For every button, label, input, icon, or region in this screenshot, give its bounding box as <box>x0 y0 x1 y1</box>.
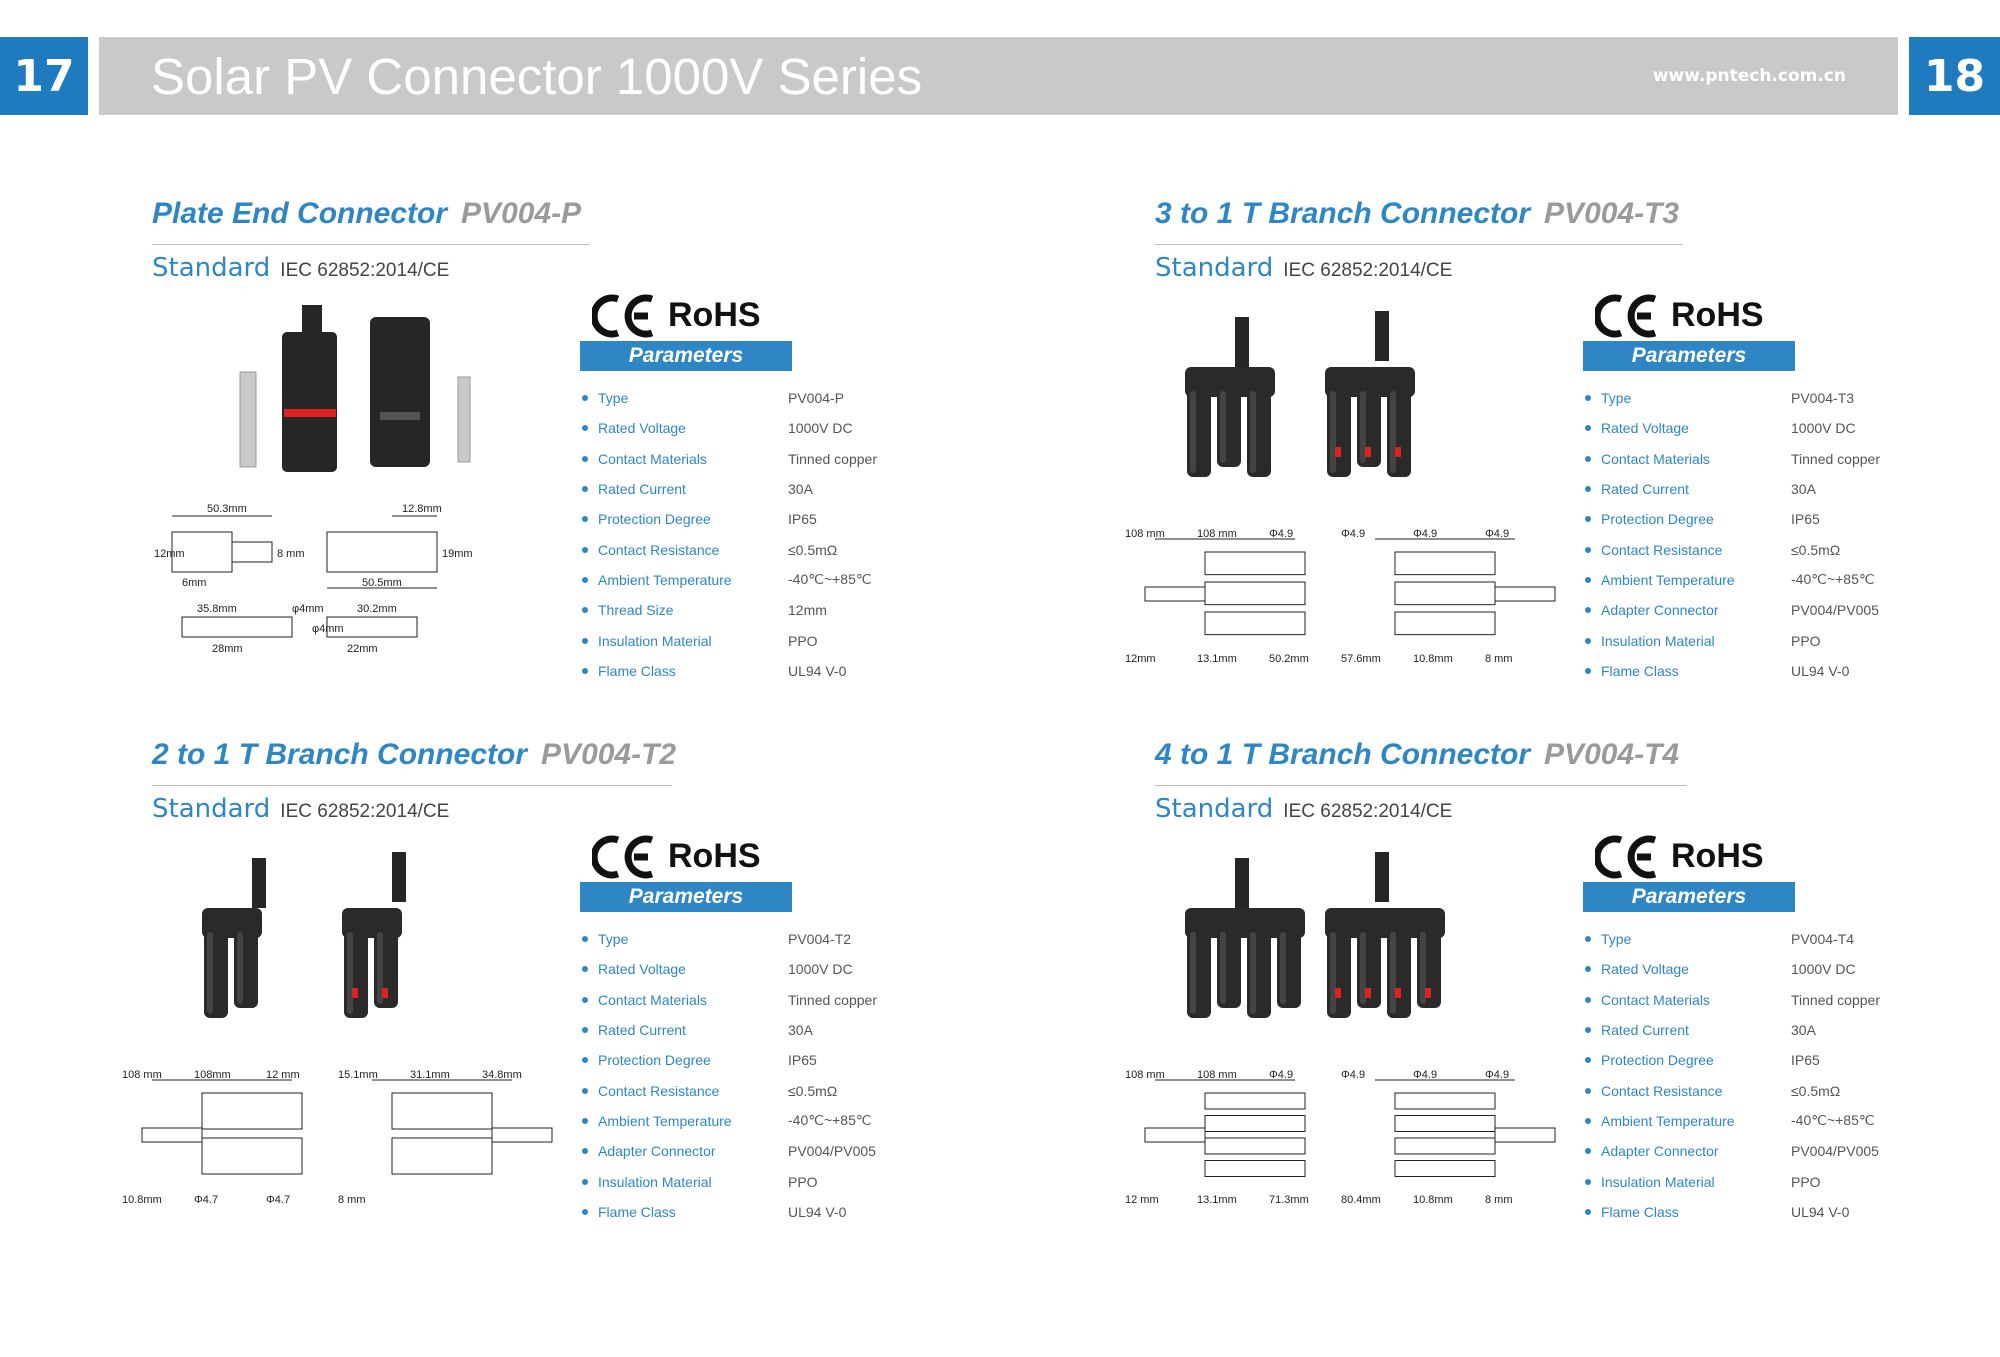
parameter-row <box>1583 1015 1880 1045</box>
parameter-value: Tinned copper <box>1791 450 1880 467</box>
parameter-row <box>1583 985 1880 1015</box>
product-name: 3 to 1 T Branch Connector <box>1155 197 1531 230</box>
parameter-label: Rated Current <box>598 481 686 498</box>
product-title <box>152 738 676 772</box>
parameter-value: IP65 <box>1791 511 1820 528</box>
bullet-icon <box>582 966 588 972</box>
parameter-label: Adapter Connector <box>598 1143 716 1160</box>
product-4to1-t-branch <box>1125 738 1955 1258</box>
parameter-value: ≤0.5mΩ <box>788 1082 838 1099</box>
certifications <box>1595 293 1795 343</box>
svg-text:15.1mm: 15.1mm <box>338 1069 378 1081</box>
ce-mark-icon <box>1595 293 1659 344</box>
parameter-value: 30A <box>788 481 813 498</box>
parameter-label: Adapter Connector <box>1601 602 1719 619</box>
svg-text:10.8mm: 10.8mm <box>122 1194 162 1206</box>
parameter-label: Insulation Material <box>1601 1173 1715 1190</box>
standard-label: Standard <box>1155 794 1274 824</box>
svg-text:108 mm: 108 mm <box>1125 528 1165 540</box>
parameter-row <box>580 1015 877 1045</box>
standard-label: Standard <box>152 794 271 824</box>
parameter-label: Rated Voltage <box>1601 961 1689 978</box>
dimension-drawing <box>1115 527 1575 672</box>
parameter-row <box>580 1075 877 1105</box>
svg-text:108 mm: 108 mm <box>122 1069 162 1081</box>
bullet-icon <box>582 936 588 942</box>
parameter-label: Rated Current <box>598 1022 686 1039</box>
svg-text:6mm: 6mm <box>182 577 207 589</box>
parameter-value: PPO <box>1791 632 1821 649</box>
parameter-value: PV004/PV005 <box>1791 1143 1879 1160</box>
product-name: 2 to 1 T Branch Connector <box>152 738 528 771</box>
svg-text:Φ4.9: Φ4.9 <box>1485 528 1510 540</box>
parameter-row <box>1583 1045 1880 1075</box>
svg-text:Φ4.9: Φ4.9 <box>1341 528 1366 540</box>
svg-text:31.1mm: 31.1mm <box>410 1069 450 1081</box>
parameters-list <box>1583 383 1880 686</box>
rohs-mark: RoHS <box>668 837 761 875</box>
parameter-value: 1000V DC <box>788 961 853 978</box>
parameter-label: Type <box>1601 390 1632 407</box>
product-photo <box>1175 838 1475 1043</box>
bullet-icon <box>582 1027 588 1033</box>
bullet-icon <box>1585 425 1591 431</box>
svg-text:8 mm: 8 mm <box>1485 653 1513 665</box>
parameter-row <box>1583 565 1880 595</box>
standard-value: IEC 62852:2014/CE <box>1283 801 1453 822</box>
parameter-row <box>1583 383 1880 413</box>
dimension-drawing <box>152 502 492 667</box>
standard-value: IEC 62852:2014/CE <box>1283 260 1453 281</box>
parameter-row <box>580 565 877 595</box>
bullet-icon <box>1585 1027 1591 1033</box>
parameter-label: Thread Size <box>598 602 674 619</box>
bullet-icon <box>582 1148 588 1154</box>
parameter-label: Adapter Connector <box>1601 1143 1719 1160</box>
parameter-value: PV004-T4 <box>1791 931 1855 948</box>
standard-label: Standard <box>1155 253 1274 283</box>
svg-text:8 mm: 8 mm <box>338 1194 366 1206</box>
rohs-mark: RoHS <box>1671 296 1764 334</box>
parameter-value: -40℃~+85℃ <box>788 1112 872 1129</box>
bullet-icon <box>1585 607 1591 613</box>
svg-text:10.8mm: 10.8mm <box>1413 1194 1453 1206</box>
svg-text:12 mm: 12 mm <box>266 1069 300 1081</box>
parameter-value: PV004/PV005 <box>788 1143 876 1160</box>
certifications <box>1595 834 1795 884</box>
product-title <box>152 197 581 231</box>
bullet-icon <box>1585 456 1591 462</box>
bullet-icon <box>582 638 588 644</box>
parameter-value: 1000V DC <box>1791 420 1856 437</box>
parameter-row <box>1583 1197 1880 1227</box>
bullet-icon <box>1585 1179 1591 1185</box>
parameter-label: Protection Degree <box>1601 511 1714 528</box>
parameter-row <box>580 1045 877 1075</box>
standard-value: IEC 62852:2014/CE <box>280 801 450 822</box>
product-name: Plate End Connector <box>152 197 448 230</box>
parameter-row <box>580 924 877 954</box>
parameter-value: 30A <box>1791 481 1816 498</box>
bullet-icon <box>1585 1057 1591 1063</box>
bullet-icon <box>1585 577 1591 583</box>
bullet-icon <box>1585 395 1591 401</box>
page-number-right: 18 <box>1909 37 2000 115</box>
parameter-row <box>580 595 877 625</box>
parameter-value: ≤0.5mΩ <box>1791 1082 1841 1099</box>
bullet-icon <box>1585 1088 1591 1094</box>
bullet-icon <box>582 456 588 462</box>
parameter-value: ≤0.5mΩ <box>788 541 838 558</box>
svg-text:12mm: 12mm <box>154 548 185 560</box>
svg-text:108 mm: 108 mm <box>1125 1069 1165 1081</box>
product-code: PV004-P <box>461 197 582 230</box>
parameter-label: Type <box>598 390 629 407</box>
parameter-value: PV004-T2 <box>788 931 852 948</box>
parameter-value: -40℃~+85℃ <box>788 571 872 588</box>
parameter-label: Contact Resistance <box>1601 541 1723 558</box>
parameter-value: 1000V DC <box>1791 961 1856 978</box>
parameter-label: Insulation Material <box>598 1173 712 1190</box>
parameter-row <box>1583 656 1880 686</box>
svg-text:22mm: 22mm <box>347 643 378 655</box>
bullet-icon <box>1585 997 1591 1003</box>
parameter-row <box>580 444 877 474</box>
bullet-icon <box>582 395 588 401</box>
parameters-header: Parameters <box>580 882 792 912</box>
product-photo <box>192 838 492 1043</box>
bullet-icon <box>1585 547 1591 553</box>
svg-text:34.8mm: 34.8mm <box>482 1069 522 1081</box>
standard-line <box>1155 794 1452 824</box>
bullet-icon <box>582 607 588 613</box>
parameter-label: Protection Degree <box>598 1052 711 1069</box>
bullet-icon <box>1585 486 1591 492</box>
parameter-label: Rated Voltage <box>598 961 686 978</box>
parameter-value: UL94 V-0 <box>788 662 847 679</box>
bullet-icon <box>1585 1118 1591 1124</box>
parameter-value: 30A <box>1791 1022 1816 1039</box>
parameter-value: Tinned copper <box>788 991 877 1008</box>
parameter-row <box>1583 625 1880 655</box>
svg-text:19mm: 19mm <box>442 548 473 560</box>
header-bar <box>99 37 1898 115</box>
parameter-row <box>1583 954 1880 984</box>
parameter-label: Flame Class <box>1601 662 1679 679</box>
parameters-list <box>1583 924 1880 1227</box>
bullet-icon <box>582 1118 588 1124</box>
parameter-row <box>580 1106 877 1136</box>
product-code: PV004-T2 <box>541 738 677 771</box>
parameter-value: UL94 V-0 <box>1791 1203 1850 1220</box>
bullet-icon <box>1585 1148 1591 1154</box>
parameter-row <box>580 954 877 984</box>
parameter-label: Contact Materials <box>598 991 707 1008</box>
parameter-label: Rated Voltage <box>598 420 686 437</box>
standard-line <box>152 253 449 283</box>
parameter-row <box>580 383 877 413</box>
parameter-label: Insulation Material <box>598 632 712 649</box>
svg-text:35.8mm: 35.8mm <box>197 603 237 615</box>
bullet-icon <box>582 547 588 553</box>
parameter-label: Contact Materials <box>598 450 707 467</box>
parameter-value: 1000V DC <box>788 420 853 437</box>
product-photo <box>192 297 492 492</box>
svg-text:12 mm: 12 mm <box>1125 1194 1159 1206</box>
bullet-icon <box>582 668 588 674</box>
parameter-row <box>1583 595 1880 625</box>
parameter-row <box>580 656 877 686</box>
parameter-row <box>1583 1075 1880 1105</box>
svg-text:Φ4.7: Φ4.7 <box>266 1194 291 1206</box>
svg-text:Φ4.9: Φ4.9 <box>1413 1069 1438 1081</box>
bullet-icon <box>1585 1209 1591 1215</box>
parameter-row <box>1583 1166 1880 1196</box>
svg-text:108mm: 108mm <box>194 1069 231 1081</box>
dimension-drawing <box>112 1068 572 1213</box>
svg-text:10.8mm: 10.8mm <box>1413 653 1453 665</box>
parameter-value: PPO <box>788 1173 818 1190</box>
parameters-header: Parameters <box>580 341 792 371</box>
parameter-label: Contact Resistance <box>598 541 720 558</box>
svg-text:50.2mm: 50.2mm <box>1269 653 1309 665</box>
bullet-icon <box>1585 638 1591 644</box>
product-3to1-t-branch <box>1125 197 1955 717</box>
parameter-value: IP65 <box>788 1052 817 1069</box>
parameter-row <box>1583 924 1880 954</box>
parameter-value: PV004-P <box>788 390 845 407</box>
title-divider <box>1155 244 1683 245</box>
standard-label: Standard <box>152 253 271 283</box>
bullet-icon <box>1585 966 1591 972</box>
svg-text:30.2mm: 30.2mm <box>357 603 397 615</box>
product-photo <box>1175 297 1475 502</box>
product-2to1-t-branch <box>122 738 952 1258</box>
bullet-icon <box>1585 668 1591 674</box>
bullet-icon <box>1585 936 1591 942</box>
parameter-value: 12mm <box>788 602 827 619</box>
bullet-icon <box>582 997 588 1003</box>
parameter-value: UL94 V-0 <box>1791 662 1850 679</box>
certifications <box>592 293 792 343</box>
parameter-value: ≤0.5mΩ <box>1791 541 1841 558</box>
parameter-label: Contact Resistance <box>1601 1082 1723 1099</box>
parameter-row <box>1583 474 1880 504</box>
svg-text:φ4mm: φ4mm <box>312 623 344 635</box>
svg-text:12mm: 12mm <box>1125 653 1156 665</box>
parameter-row <box>580 625 877 655</box>
parameter-label: Protection Degree <box>598 511 711 528</box>
parameter-label: Contact Materials <box>1601 991 1710 1008</box>
svg-text:50.5mm: 50.5mm <box>362 577 402 589</box>
parameter-label: Rated Current <box>1601 1022 1689 1039</box>
title-divider <box>152 244 590 245</box>
parameter-row <box>1583 413 1880 443</box>
bullet-icon <box>582 1057 588 1063</box>
parameter-row <box>580 504 877 534</box>
parameter-label: Flame Class <box>598 1203 676 1220</box>
svg-text:8 mm: 8 mm <box>1485 1194 1513 1206</box>
parameter-value: 30A <box>788 1022 813 1039</box>
parameter-label: Contact Resistance <box>598 1082 720 1099</box>
svg-text:φ4mm: φ4mm <box>292 603 324 615</box>
parameter-value: Tinned copper <box>1791 991 1880 1008</box>
svg-text:13.1mm: 13.1mm <box>1197 653 1237 665</box>
svg-text:Φ4.9: Φ4.9 <box>1485 1069 1510 1081</box>
parameter-label: Protection Degree <box>1601 1052 1714 1069</box>
parameter-row <box>580 413 877 443</box>
parameters-list <box>580 924 877 1227</box>
dimension-drawing <box>1115 1068 1575 1213</box>
svg-text:13.1mm: 13.1mm <box>1197 1194 1237 1206</box>
parameter-value: PV004-T3 <box>1791 390 1855 407</box>
rohs-mark: RoHS <box>668 296 761 334</box>
parameter-label: Ambient Temperature <box>1601 1112 1735 1129</box>
svg-text:57.6mm: 57.6mm <box>1341 653 1381 665</box>
svg-text:Φ4.9: Φ4.9 <box>1269 1069 1294 1081</box>
parameters-list <box>580 383 877 686</box>
parameter-row <box>580 1166 877 1196</box>
parameter-row <box>580 474 877 504</box>
product-name: 4 to 1 T Branch Connector <box>1155 738 1531 771</box>
website-url: www.pntech.com.cn <box>1652 66 1846 86</box>
parameter-row <box>580 985 877 1015</box>
svg-text:80.4mm: 80.4mm <box>1341 1194 1381 1206</box>
parameter-label: Contact Materials <box>1601 450 1710 467</box>
bullet-icon <box>582 1179 588 1185</box>
parameter-label: Type <box>1601 931 1632 948</box>
parameter-row <box>1583 1136 1880 1166</box>
parameter-value: -40℃~+85℃ <box>1791 571 1875 588</box>
parameter-label: Flame Class <box>598 662 676 679</box>
title-divider <box>1155 785 1687 786</box>
title-divider <box>152 785 672 786</box>
standard-value: IEC 62852:2014/CE <box>280 260 450 281</box>
rohs-mark: RoHS <box>1671 837 1764 875</box>
bullet-icon <box>582 516 588 522</box>
standard-line <box>152 794 449 824</box>
parameter-row <box>580 534 877 564</box>
standard-line <box>1155 253 1452 283</box>
parameter-value: UL94 V-0 <box>788 1203 847 1220</box>
parameter-label: Ambient Temperature <box>598 1112 732 1129</box>
parameter-row <box>1583 534 1880 564</box>
dim-label: 50.3mm <box>207 503 247 515</box>
svg-text:8 mm: 8 mm <box>277 548 305 560</box>
parameter-value: PPO <box>1791 1173 1821 1190</box>
parameter-value: PPO <box>788 632 818 649</box>
bullet-icon <box>582 1209 588 1215</box>
parameter-row <box>580 1136 877 1166</box>
parameter-label: Type <box>598 931 629 948</box>
svg-text:Φ4.9: Φ4.9 <box>1413 528 1438 540</box>
product-title <box>1155 197 1679 231</box>
product-plate-end-connector <box>152 197 952 717</box>
bullet-icon <box>582 486 588 492</box>
parameter-value: IP65 <box>788 511 817 528</box>
ce-mark-icon <box>592 834 656 885</box>
bullet-icon <box>1585 516 1591 522</box>
parameters-header: Parameters <box>1583 882 1795 912</box>
svg-text:12.8mm: 12.8mm <box>402 503 442 515</box>
parameter-label: Ambient Temperature <box>1601 571 1735 588</box>
svg-text:28mm: 28mm <box>212 643 243 655</box>
certifications <box>592 834 792 884</box>
svg-text:108 mm: 108 mm <box>1197 1069 1237 1081</box>
parameter-label: Ambient Temperature <box>598 571 732 588</box>
svg-text:71.3mm: 71.3mm <box>1269 1194 1309 1206</box>
page-title: Solar PV Connector 1000V Series <box>151 48 923 105</box>
parameter-row <box>580 1197 877 1227</box>
parameter-row <box>1583 1106 1880 1136</box>
bullet-icon <box>582 577 588 583</box>
bullet-icon <box>582 1088 588 1094</box>
svg-text:Φ4.9: Φ4.9 <box>1269 528 1294 540</box>
parameter-value: IP65 <box>1791 1052 1820 1069</box>
bullet-icon <box>582 425 588 431</box>
product-code: PV004-T4 <box>1544 738 1680 771</box>
ce-mark-icon <box>1595 834 1659 885</box>
parameters-header: Parameters <box>1583 341 1795 371</box>
parameter-value: Tinned copper <box>788 450 877 467</box>
parameter-label: Insulation Material <box>1601 632 1715 649</box>
svg-text:108 mm: 108 mm <box>1197 528 1237 540</box>
parameter-value: -40℃~+85℃ <box>1791 1112 1875 1129</box>
svg-text:Φ4.9: Φ4.9 <box>1341 1069 1366 1081</box>
parameter-label: Flame Class <box>1601 1203 1679 1220</box>
parameter-row <box>1583 504 1880 534</box>
parameter-value: PV004/PV005 <box>1791 602 1879 619</box>
page-number-left: 17 <box>0 37 88 115</box>
product-title <box>1155 738 1679 772</box>
parameter-label: Rated Voltage <box>1601 420 1689 437</box>
parameter-label: Rated Current <box>1601 481 1689 498</box>
parameter-row <box>1583 444 1880 474</box>
product-code: PV004-T3 <box>1544 197 1680 230</box>
ce-mark-icon <box>592 293 656 344</box>
svg-text:Φ4.7: Φ4.7 <box>194 1194 219 1206</box>
